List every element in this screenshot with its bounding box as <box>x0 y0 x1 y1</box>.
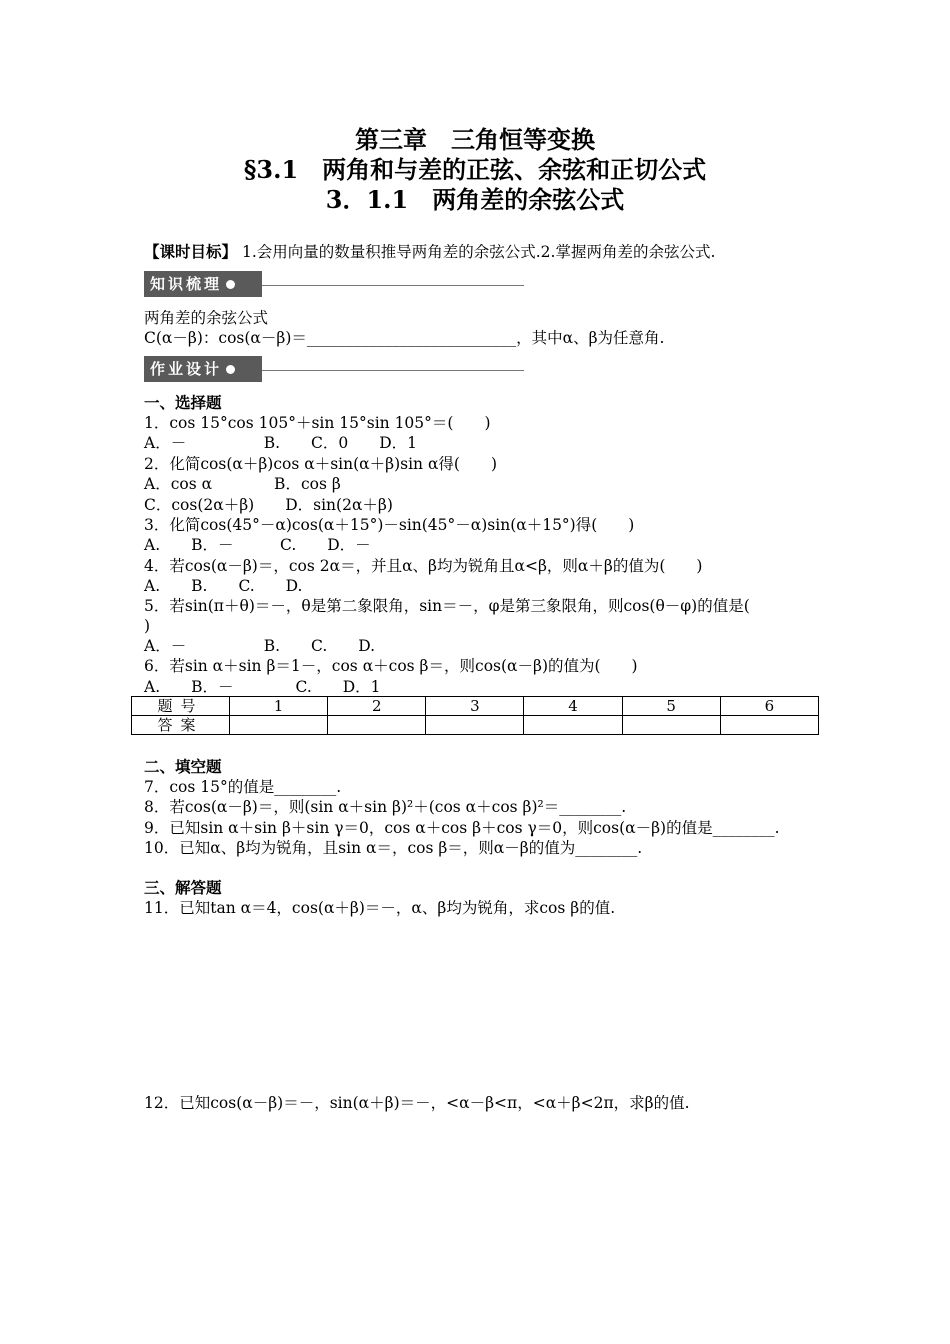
table-cell: 1 <box>230 697 328 716</box>
table-row <box>132 716 819 735</box>
choice-line: 4．若cos(α－β)＝，cos 2α＝，并且α、β均为锐角且α<β，则α＋β的值为( ) <box>144 557 703 575</box>
fill-line: 10．已知α、β均为锐角，且sin α＝，cos β＝，则α－β的值为________. <box>144 839 643 857</box>
choice-line: A. B．－ C. D．1 <box>144 678 381 696</box>
objective-text: 1.会用向量的数量积推导两角差的余弦公式.2.掌握两角差的余弦公式. <box>241 243 716 261</box>
fill-line: 9．已知sin α＋sin β＋sin γ＝0，cos α＋cos β＋cos γ＝0，则cos(α－β)的值是________. <box>144 819 780 837</box>
subsection-title: 3．1.1 两角差的余弦公式 <box>325 185 625 214</box>
bullet-icon <box>226 280 235 289</box>
bullet-icon <box>226 365 235 374</box>
choice-line: 2．化简cos(α＋β)cos α＋sin(α＋β)sin α得( ) <box>144 455 498 473</box>
choice-line: A．－ B. C. D. <box>144 637 376 655</box>
choice-line: C．cos(2α＋β) D．sin(2α＋β) <box>144 496 393 514</box>
answer-cell[interactable] <box>426 716 524 735</box>
choice-line: A．cos α B．cos β <box>144 475 341 493</box>
answer-cell[interactable] <box>524 716 622 735</box>
table-cell: 5 <box>622 697 720 716</box>
fill-line: 8．若cos(α－β)＝，则(sin α＋sin β)²＋(cos α＋cos β)²＝________. <box>144 798 627 816</box>
objective-label: 【课时目标】 <box>144 242 238 261</box>
choice-line: 5．若sin(π＋θ)＝－，θ是第二象限角，sin＝－，φ是第三象限角，则cos(θ－φ)的值是( <box>144 597 750 615</box>
chapter-title: 第三章 三角恒等变换 <box>355 125 595 154</box>
knowledge-line-1: 两角差的余弦公式 <box>144 309 269 327</box>
table-cell: 3 <box>426 697 524 716</box>
homework-banner <box>144 356 524 382</box>
section-title: §3.1 两角和与差的正弦、余弦和正切公式 <box>243 155 707 184</box>
answer-section-heading: 三、解答题 <box>144 878 222 897</box>
answer-table <box>131 696 819 735</box>
homework-banner-tab: 作业设计 <box>144 356 262 382</box>
answer-cell[interactable] <box>622 716 720 735</box>
choice-line: A. B. C. D. <box>144 577 303 595</box>
answer-cell[interactable] <box>720 716 818 735</box>
knowledge-banner <box>144 271 524 297</box>
answer-line: 12．已知cos(α－β)＝－，sin(α＋β)＝－，<α－β<π，<α＋β<2π，求β的值. <box>144 1094 690 1112</box>
choice-line: 6．若sin α＋sin β＝1－，cos α＋cos β＝，则cos(α－β)的值为( ) <box>144 657 638 675</box>
table-cell: 6 <box>720 697 818 716</box>
choice-line: 3．化简cos(45°－α)cos(α＋15°)－sin(45°－α)sin(α＋15°)得( ) <box>144 516 635 534</box>
choice-line: A．－ B. C．0 D．1 <box>144 434 418 452</box>
objective <box>144 242 715 262</box>
table-row <box>132 697 819 716</box>
table-cell: 2 <box>328 697 426 716</box>
knowledge-line-2: C(α－β)：cos(α－β)＝___________________________，其中α、β为任意角. <box>144 329 665 347</box>
choice-line: 1．cos 15°cos 105°＋sin 15°sin 105°＝( ) <box>144 414 491 432</box>
fill-line: 7．cos 15°的值是________. <box>144 778 342 796</box>
answer-line: 11．已知tan α＝4，cos(α＋β)＝－，α、β均为锐角，求cos β的值. <box>144 899 616 917</box>
fill-section-heading: 二、填空题 <box>144 757 222 776</box>
answer-cell[interactable] <box>328 716 426 735</box>
choice-section-heading: 一、选择题 <box>144 393 222 412</box>
answer-cell[interactable] <box>230 716 328 735</box>
banner-rule <box>262 370 524 371</box>
table-header-cell: 答案 <box>132 716 230 735</box>
knowledge-banner-tab: 知识梳理 <box>144 271 262 297</box>
choice-line: A. B．－ C. D．－ <box>144 536 371 554</box>
banner-rule <box>262 285 524 286</box>
choice-line: ) <box>144 617 151 635</box>
table-header-cell: 题号 <box>132 697 230 716</box>
table-cell: 4 <box>524 697 622 716</box>
